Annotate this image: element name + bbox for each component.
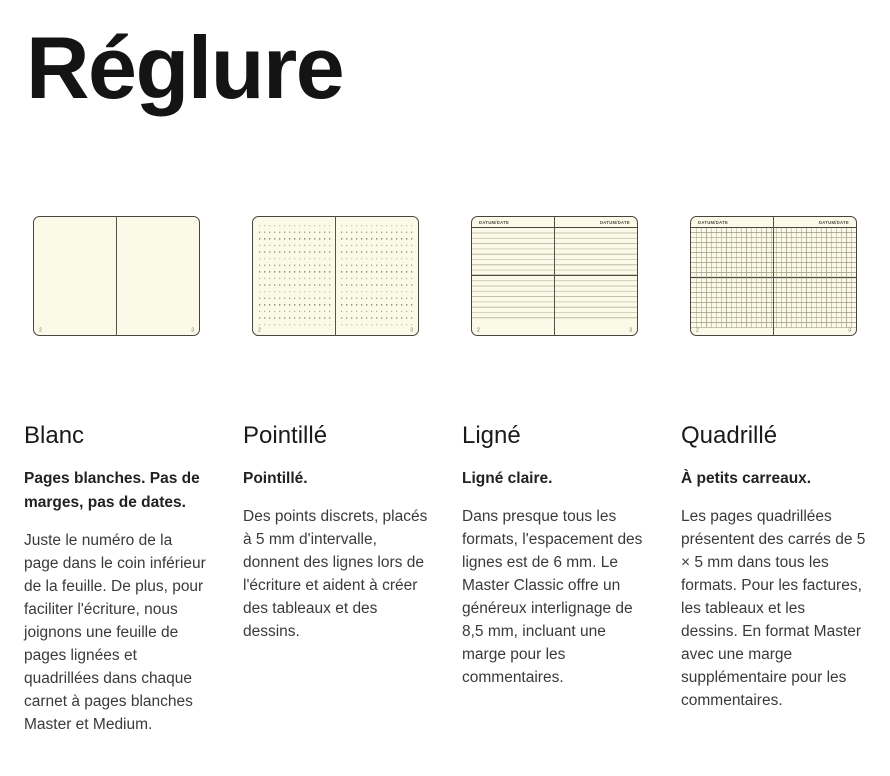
svg-text:3: 3 <box>848 327 851 334</box>
dot-grid-spread-image <box>243 216 428 336</box>
svg-text:DATUM/DATE: DATUM/DATE <box>818 220 849 226</box>
card-subtitle: Ligné claire. <box>462 470 553 488</box>
card-subtitle: À petits carreaux. <box>681 470 812 488</box>
svg-text:2: 2 <box>258 327 261 334</box>
page-title: Réglure <box>26 18 344 117</box>
ruling-card-pointille <box>243 216 428 736</box>
card-subtitle: Pages blanches. Pas de marges, pas de dates. <box>24 470 200 512</box>
ruling-grid <box>24 216 864 736</box>
card-body: Les pages quadrillées présentent des carrés de 5 × 5 mm dans tous les formats. Pour les factures, les tableaux et les dessins. En format Master avec une marge supplémentaire pour les commentaires. <box>681 508 866 710</box>
ruled-spread-image <box>462 216 647 336</box>
card-heading: Pointillé <box>243 422 328 450</box>
ruling-card-ligne <box>462 216 647 736</box>
card-heading: Blanc <box>24 422 85 450</box>
card-body: Juste le numéro de la page dans le coin inférieur de la feuille. De plus, pour faciliter l'écriture, nous joignons une feuille de pages lignées et quadrillées dans chaque carnet à pages blanches Master et Medium. <box>24 532 206 734</box>
grid-spread-icon <box>690 216 857 336</box>
card-body: Des points discrets, placés à 5 mm d'intervalle, donnent des lignes lors de l'écriture et aident à créer des tableaux et des dessins. <box>243 508 428 641</box>
svg-text:3: 3 <box>410 327 413 334</box>
ruling-card-quadrille <box>681 216 866 736</box>
blank-spread-icon <box>33 216 200 336</box>
ruled-spread-icon <box>471 216 638 336</box>
ruling-card-blanc <box>24 216 209 736</box>
blank-spread-image <box>24 216 209 336</box>
svg-text:DATUM/DATE: DATUM/DATE <box>479 220 510 226</box>
card-subtitle: Pointillé. <box>243 470 308 488</box>
svg-text:2: 2 <box>39 327 42 334</box>
svg-text:3: 3 <box>191 327 194 334</box>
card-heading: Quadrillé <box>681 422 778 450</box>
svg-text:DATUM/DATE: DATUM/DATE <box>599 220 630 226</box>
grid-spread-image <box>681 216 866 336</box>
card-heading: Ligné <box>462 422 521 450</box>
svg-text:DATUM/DATE: DATUM/DATE <box>698 220 729 226</box>
card-body: Dans presque tous les formats, l'espacement des lignes est de 6 mm. Le Master Classic offre un généreux interlignage de 8,5 mm, incluant une marge pour les commentaires. <box>462 508 643 687</box>
svg-text:2: 2 <box>477 327 480 334</box>
dot-grid-spread-icon <box>252 216 419 336</box>
svg-text:2: 2 <box>696 327 699 334</box>
svg-text:3: 3 <box>629 327 632 334</box>
